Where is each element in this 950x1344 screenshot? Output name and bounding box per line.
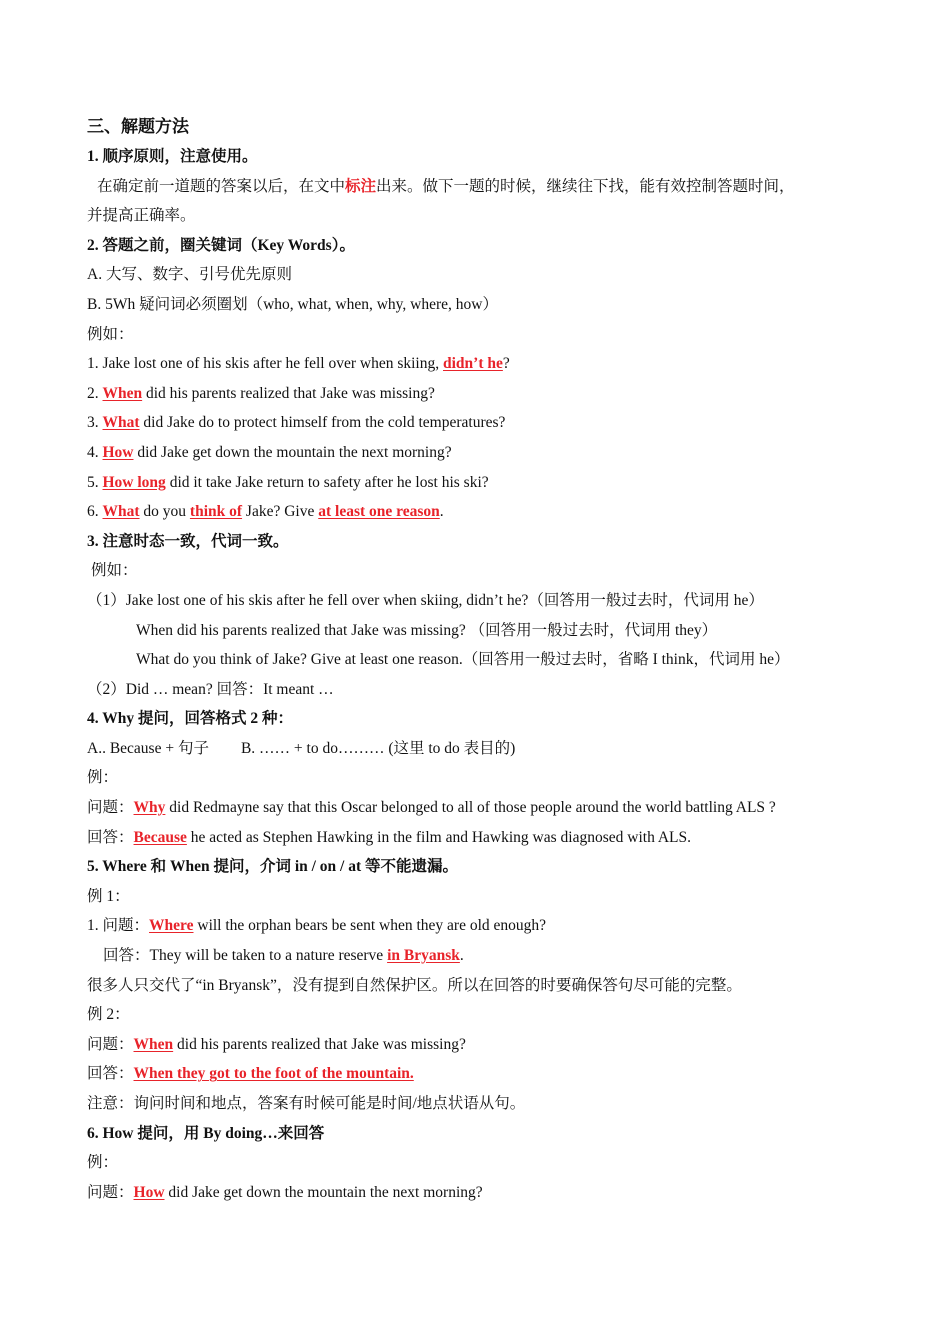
- text: 问题：: [87, 1183, 134, 1201]
- keyword: Because: [133, 828, 187, 846]
- text: did Jake do to protect himself from the cold temperatures?: [139, 414, 506, 432]
- rule2-item-a: A. 大写、数字、引号优先原则: [87, 266, 292, 284]
- rule1-heading: 1. 顺序原则，注意使用。: [87, 148, 258, 165]
- text: 6.: [87, 503, 103, 521]
- format-b: B. …… + to do……… (这里 to do 表目的): [240, 739, 516, 757]
- text: 问题：: [87, 799, 134, 817]
- rule2-heading: 2. 答题之前，圈关键词（Key Words）。: [87, 236, 355, 254]
- rule2-item-b: B. 5Wh 疑问词必须圈划（who, what, when, why, where, how）: [87, 295, 498, 313]
- text: did it take Jake return to safety after he lost his ski?: [165, 473, 489, 491]
- rule3-example-3: What do you think of Jake? Give at least one reason.（回答用一般过去时，省略 I think，代词用 he）: [136, 651, 790, 669]
- rule3-example-4: （2）Did … mean? 回答：It meant …: [87, 680, 334, 698]
- rule5-ex1-note: 很多人只交代了“in Bryansk”，没有提到自然保护区。所以在回答的时要确保答句尽可能的完整。: [87, 976, 742, 994]
- rule6-question: [87, 1178, 877, 1208]
- text: 回答：: [87, 1065, 134, 1083]
- text: ?: [502, 355, 510, 373]
- rule1-paragraph-cont: 并提高正确率。: [87, 207, 196, 225]
- highlight-text: 标注: [345, 177, 377, 195]
- rule5-ex1-answer: [87, 941, 877, 971]
- text: 在确定前一道题的答案以后，在文中: [97, 177, 346, 195]
- text: 2.: [87, 384, 103, 402]
- example-question-2: [87, 379, 877, 409]
- text: 回答：They will be taken to a nature reserve: [103, 947, 388, 965]
- text: 4.: [87, 443, 103, 461]
- keyword: How: [102, 443, 134, 461]
- text: 问题：: [87, 1035, 134, 1053]
- rule4-answer: [87, 823, 877, 853]
- keyword: When: [102, 384, 143, 402]
- rule4-question: [87, 793, 877, 823]
- keyword: in Bryansk: [387, 947, 460, 965]
- document-page: [87, 112, 877, 1207]
- section-title: 三、解题方法: [87, 117, 189, 136]
- rule3-heading: 3. 注意时态一致，代词一致。: [87, 532, 289, 550]
- example-question-6: [87, 497, 877, 527]
- example-label: 例如：: [91, 562, 138, 580]
- text: .: [459, 947, 464, 965]
- example-question-3: [87, 408, 877, 438]
- example-question-1: [87, 349, 877, 379]
- format-a: A.. Because + 句子: [87, 739, 209, 757]
- text: 1. Jake lost one of his skis after he fell over when skiing,: [87, 355, 443, 373]
- example-label: 例 2：: [87, 1006, 130, 1024]
- keyword: What: [102, 503, 140, 521]
- example-question-4: [87, 438, 877, 468]
- rule1-paragraph: [87, 172, 877, 202]
- text: .: [439, 503, 444, 521]
- text: did Jake get down the mountain the next morning?: [164, 1183, 483, 1201]
- text: did Redmayne say that this Oscar belonged to all of those people around the world battling ALS ?: [165, 799, 776, 817]
- text: do you: [139, 503, 190, 521]
- keyword: How: [133, 1183, 165, 1201]
- rule5-note: 注意：询问时间和地点，答案有时候可能是时间/地点状语从句。: [87, 1095, 526, 1112]
- text: 3.: [87, 414, 103, 432]
- keyword: How long: [102, 473, 166, 491]
- text: 出来。做下一题的时候，继续往下找，能有效控制答题时间，: [376, 177, 795, 195]
- text: will the orphan bears be sent when they are old enough?: [193, 917, 547, 935]
- text: Jake? Give: [242, 503, 319, 521]
- rule5-ex2-answer: [87, 1059, 877, 1089]
- rule4-heading: 4. Why 提问，回答格式 2 种：: [87, 710, 293, 728]
- keyword: at least one reason: [318, 503, 440, 521]
- text: 1. 问题：: [87, 917, 150, 935]
- text: did Jake get down the mountain the next morning?: [133, 443, 452, 461]
- example-label: 例：: [87, 1154, 119, 1172]
- keyword: think of: [189, 503, 243, 521]
- text: 5.: [87, 473, 103, 491]
- rule5-ex1-question: [87, 911, 877, 941]
- keyword: Where: [149, 917, 194, 935]
- keyword: When: [133, 1035, 174, 1053]
- example-label: 例：: [87, 769, 119, 787]
- example-label: 例 1：: [87, 887, 130, 905]
- keyword: What: [102, 414, 140, 432]
- rule4-formats: [87, 734, 877, 764]
- rule5-ex2-question: [87, 1030, 877, 1060]
- rule5-heading: 5. Where 和 When 提问，介词 in / on / at 等不能遗漏。: [87, 858, 459, 876]
- rule3-example-2: When did his parents realized that Jake was missing? （回答用一般过去时，代词用 they）: [136, 621, 718, 639]
- rule6-heading: 6. How 提问，用 By doing…来回答: [87, 1124, 325, 1142]
- keyword: When they got to the foot of the mountain.: [133, 1065, 414, 1083]
- text: he acted as Stephen Hawking in the film and Hawking was diagnosed with ALS.: [186, 828, 691, 846]
- text: did his parents realized that Jake was missing?: [142, 384, 435, 402]
- keyword: Why: [133, 799, 166, 817]
- text: did his parents realized that Jake was missing?: [173, 1035, 466, 1053]
- example-question-5: [87, 468, 877, 498]
- keyword: didn’t he: [443, 355, 503, 373]
- example-label: 例如：: [87, 325, 134, 343]
- rule3-example-1: （1）Jake lost one of his skis after he fell over when skiing, didn’t he?（回答用一般过去时，代词用 he）: [87, 591, 764, 609]
- text: 回答：: [87, 828, 134, 846]
